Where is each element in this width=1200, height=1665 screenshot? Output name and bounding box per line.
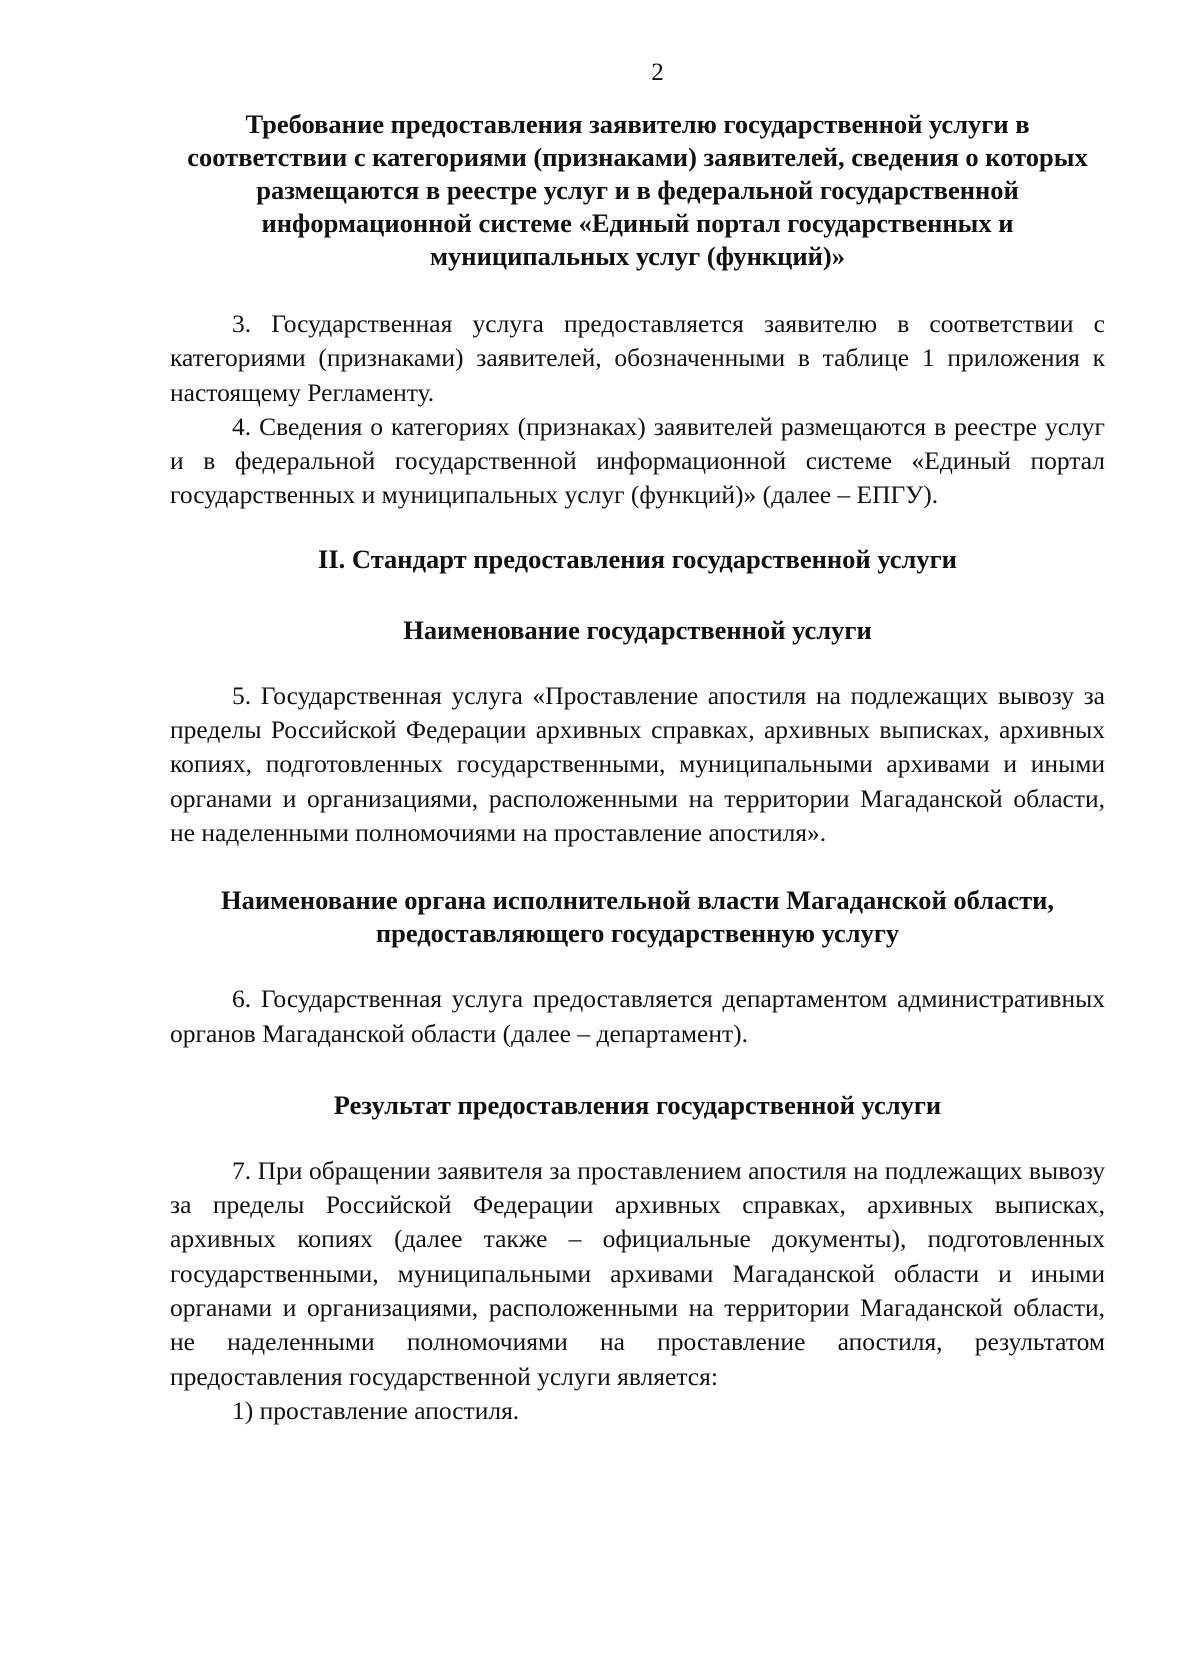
paragraph-5: 5. Государственная услуга «Проставление апостиля на подлежащих вывозу за пределы Российской Федерации архивных справках, архивных выписках, архивных копиях, подготовленных государственными, муниципальными архивами и иными органами и организациями, расположенными на территории Магаданской области, не наделенными полномочиями на проставление апостиля». — [170, 680, 1105, 847]
heading-requirement: Требование предоставления заявителю государственной услуги в соответствии с категориями (признаками) заявителей, сведения о которых размещаются в реестре услуг и в федеральной государственной информационной системе «Единый портал государственных и муниципальных услуг (функций)» — [187, 109, 1088, 271]
heading-authority-name: Наименование органа исполнительной власти Магаданской области, предоставляющего государственную услугу — [220, 885, 1055, 949]
paragraph-7: 7. При обращении заявителя за проставлением апостиля на подлежащих вывозу за пределы Российской Федерации архивных справках, архивных выписках, архивных копиях (далее также – официальные документы), подготовленных государственными, муниципальными архивами Магаданской области и иными органами и организациями, расположенными на территории Магаданской области, не наделенными полномочиями на проставление апостиля, результатом предоставления государственной услуги является: — [170, 1155, 1105, 1391]
heading-service-name: Наименование государственной услуги — [403, 614, 872, 645]
paragraph-3: 3. Государственная услуга предоставляется заявителю в соответствии с категориями (признаками) заявителей, обозначенными в таблице 1 приложения к настоящему Регламенту. — [170, 309, 1105, 407]
paragraph-7-item-1: 1) проставление апостиля. — [232, 1395, 520, 1425]
heading-section-2: II. Стандарт предоставления государственной услуги — [318, 543, 957, 574]
paragraph-4: 4. Сведения о категориях (признаках) заявителей размещаются в реестре услуг и в федеральной государственной информационной системе «Единый портал государственных и муниципальных услуг (функций)» (далее – ЕПГУ). — [170, 411, 1105, 510]
heading-result: Результат предоставления государственной услуги — [333, 1089, 942, 1120]
paragraph-6: 6. Государственная услуга предоставляется департаментом административных органов Магаданской области (далее – департамент). — [170, 984, 1105, 1048]
page-number: 2 — [651, 59, 664, 86]
